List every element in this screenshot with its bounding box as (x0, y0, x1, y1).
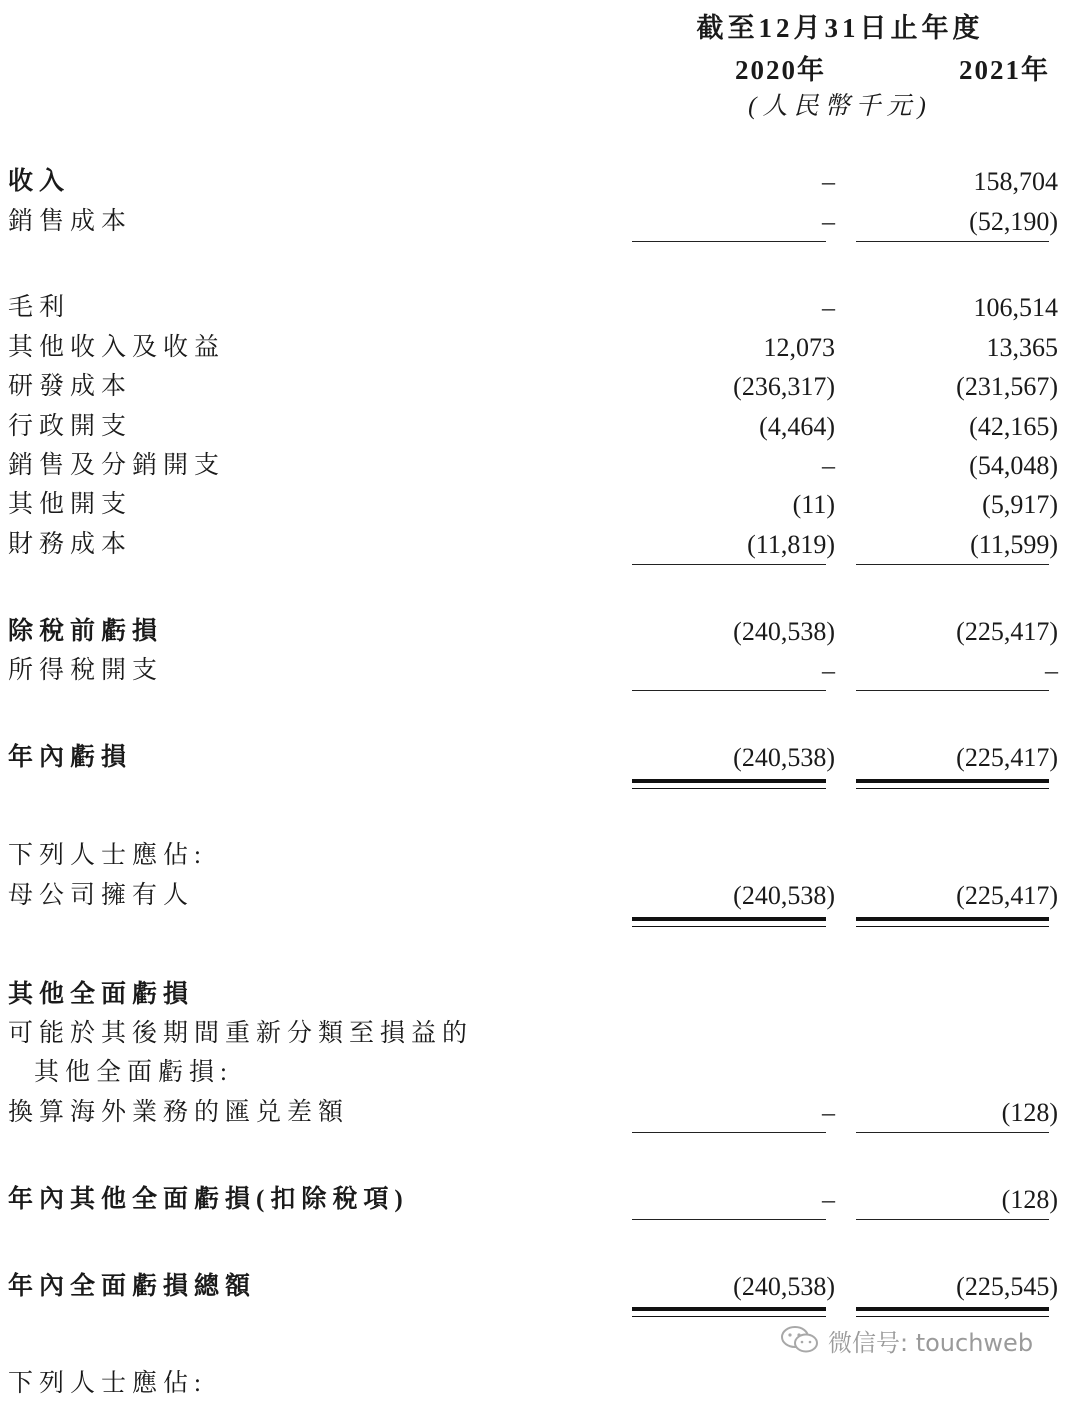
subtotal-line (632, 241, 826, 242)
value-2020: (240,538) (733, 743, 835, 772)
row-owners-of-parent (0, 876, 1080, 916)
row-oci-reclassify (0, 1014, 1080, 1054)
row-label: 財務成本 (8, 531, 133, 558)
row-rd-costs (0, 367, 1080, 407)
subtotal-line (632, 1132, 826, 1133)
value-2021: (231,567) (956, 372, 1058, 401)
value-2020: (11,819) (747, 530, 835, 559)
row-label: 其他開支 (8, 491, 133, 518)
row-label: 下列人士應佔: (8, 842, 207, 869)
row-label: 收入 (8, 168, 71, 195)
row-finance-costs (0, 525, 1080, 565)
value-2021: 158,704 (973, 167, 1058, 196)
value-2021: (5,917) (982, 490, 1058, 519)
row-other-income (0, 328, 1080, 368)
subtotal-line (632, 564, 826, 565)
subtotal-line (856, 241, 1049, 242)
row-label: 母公司擁有人 (8, 882, 195, 909)
row-cost-of-sales (0, 202, 1080, 242)
subtotal-line (856, 564, 1049, 565)
row-exchange-differences (0, 1093, 1080, 1133)
value-2020: – (822, 656, 835, 685)
value-2021: (42,165) (969, 412, 1058, 441)
row-admin-expenses (0, 407, 1080, 447)
row-attributable-heading-2 (0, 1364, 1080, 1404)
currency-unit-header: (人民幣千元) (748, 93, 932, 120)
subtotal-line (856, 1132, 1049, 1133)
value-2020: (4,464) (759, 412, 835, 441)
value-2021: 13,365 (986, 333, 1058, 362)
total-double-line (632, 917, 826, 927)
value-2020: – (822, 451, 835, 480)
row-oci-net-of-tax (0, 1180, 1080, 1220)
total-double-line (856, 1307, 1049, 1317)
watermark-text: 微信号: touchweb (828, 1328, 1034, 1357)
value-2021: (128) (1001, 1185, 1058, 1214)
total-double-line (632, 779, 826, 789)
value-2021: – (1045, 656, 1058, 685)
subtotal-line (632, 1219, 826, 1220)
row-label: 行政開支 (8, 413, 133, 440)
row-label: 毛利 (8, 294, 71, 321)
row-label: 其他全面虧損: (34, 1059, 233, 1086)
row-label: 換算海外業務的匯兑差額 (8, 1099, 350, 1126)
value-2021: (128) (1001, 1098, 1058, 1127)
period-header: 截至12月31日止年度 (696, 13, 984, 43)
row-oci-subheading (0, 1053, 1080, 1093)
row-loss-before-tax (0, 612, 1080, 652)
value-2021: 106,514 (973, 293, 1058, 322)
value-2021: (225,417) (956, 743, 1058, 772)
row-income-tax (0, 651, 1080, 691)
value-2020: 12,073 (763, 333, 835, 362)
row-label: 年內全面虧損總額 (8, 1273, 257, 1300)
value-2020: – (822, 1098, 835, 1127)
row-revenue (0, 162, 1080, 202)
value-2020: (11) (792, 490, 835, 519)
row-label: 所得稅開支 (8, 657, 164, 684)
value-2020: – (822, 167, 835, 196)
row-label: 銷售及分銷開支 (8, 452, 226, 479)
row-label: 除稅前虧損 (8, 618, 164, 645)
watermark (780, 1322, 1033, 1358)
value-2021: (225,417) (956, 617, 1058, 646)
row-label: 年內其他全面虧損(扣除稅項) (8, 1186, 409, 1213)
row-oci-heading (0, 975, 1080, 1015)
value-2020: (240,538) (733, 881, 835, 910)
value-2020: (240,538) (733, 617, 835, 646)
row-total-comprehensive-loss (0, 1267, 1080, 1307)
value-2021: (225,545) (956, 1272, 1058, 1301)
row-attributable-heading (0, 836, 1080, 876)
row-label: 其他全面虧損 (8, 981, 195, 1008)
value-2020: (236,317) (733, 372, 835, 401)
year-2020-header: 2020年 (735, 55, 826, 85)
year-2021-header: 2021年 (959, 55, 1050, 85)
value-2020: (240,538) (733, 1272, 835, 1301)
subtotal-line (632, 690, 826, 691)
total-double-line (856, 917, 1049, 927)
row-label: 年內虧損 (8, 744, 133, 771)
row-label: 其他收入及收益 (8, 334, 226, 361)
wechat-icon (780, 1325, 820, 1355)
value-2020: – (822, 293, 835, 322)
row-gross-profit (0, 288, 1080, 328)
total-double-line (856, 779, 1049, 789)
row-other-expenses (0, 485, 1080, 525)
value-2021: (52,190) (969, 207, 1058, 236)
value-2020: – (822, 207, 835, 236)
row-label: 可能於其後期間重新分類至損益的 (8, 1020, 474, 1047)
subtotal-line (856, 690, 1049, 691)
value-2020: – (822, 1185, 835, 1214)
row-label: 銷售成本 (8, 208, 133, 235)
value-2021: (225,417) (956, 881, 1058, 910)
row-label: 下列人士應佔: (8, 1370, 207, 1397)
subtotal-line (856, 1219, 1049, 1220)
row-label: 研發成本 (8, 373, 133, 400)
value-2021: (54,048) (969, 451, 1058, 480)
row-selling-expenses (0, 446, 1080, 486)
value-2021: (11,599) (970, 530, 1058, 559)
row-loss-for-year (0, 738, 1080, 778)
total-double-line (632, 1307, 826, 1317)
